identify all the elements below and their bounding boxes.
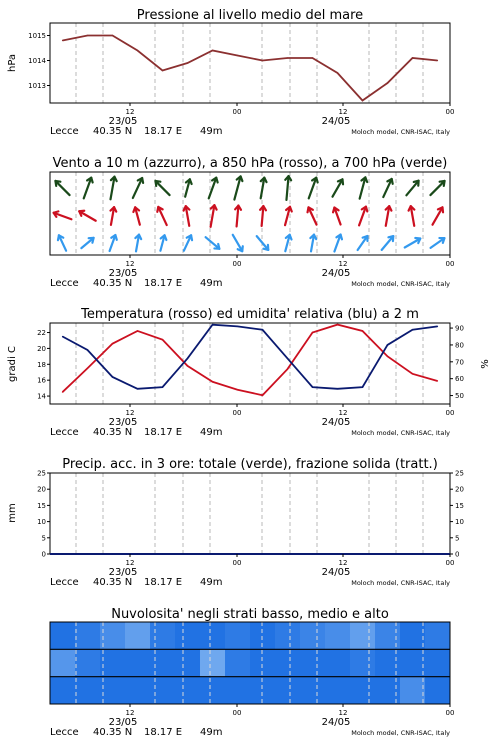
temperature-point <box>387 356 388 357</box>
pressure-line <box>63 36 438 101</box>
date-label: 23/05 <box>108 268 138 279</box>
time-tick-label: 00 <box>445 709 455 717</box>
cloud-cell <box>125 649 151 677</box>
wind-arrow-850hPa <box>184 206 190 226</box>
pressure-point <box>87 35 88 36</box>
wind-shaft <box>406 181 418 196</box>
date-label: 24/05 <box>321 567 351 578</box>
clouds-footer <box>50 704 454 738</box>
cloud-cell <box>175 677 201 705</box>
humidity-point <box>337 388 338 389</box>
time-tick-label: 12 <box>125 108 135 116</box>
cloud-cell <box>50 677 76 705</box>
pressure-point <box>412 57 413 58</box>
wind-arrow-10m <box>110 235 117 251</box>
date-label: 24/05 <box>321 116 351 127</box>
wind-arrow-10m <box>58 235 66 250</box>
humidity-point <box>237 326 238 327</box>
wind-arrow-850hPa <box>333 208 341 225</box>
date-label: 23/05 <box>108 567 138 578</box>
temperature-line <box>63 325 438 396</box>
wind-arrow-850hPa <box>359 207 367 226</box>
wind-arrow-700hPa <box>333 179 344 196</box>
wind-arrow-700hPa <box>55 181 69 195</box>
y-tick-label: 5 <box>41 534 46 543</box>
temperature-point <box>362 330 363 331</box>
location-alt: 49m <box>200 126 223 137</box>
temp-rh-panel <box>7 307 491 438</box>
pressure-point <box>237 55 238 56</box>
precip-title: Precip. acc. in 3 ore: totale (verde), frazione solida (tratt.) <box>62 457 438 472</box>
wind-arrow-850hPa <box>285 207 292 225</box>
time-tick-label: 12 <box>338 260 348 268</box>
temp-rh-footer <box>50 404 454 438</box>
cloud-cell <box>425 622 451 650</box>
wind-arrow-700hPa <box>309 178 318 199</box>
cloud-cell <box>200 677 226 705</box>
cloud-cell <box>50 622 76 650</box>
precip-point <box>137 553 138 554</box>
pressure-ylabel: hPa <box>7 53 18 73</box>
wind-arrow-700hPa <box>430 181 444 195</box>
model-credit: Moloch model, CNR-ISAC, Italy <box>351 729 450 737</box>
cloud-cell <box>150 649 176 677</box>
cloud-cell <box>225 649 251 677</box>
time-tick-label: 12 <box>125 559 135 567</box>
precip-point <box>437 553 438 554</box>
wind-arrow-700hPa <box>133 178 143 198</box>
location-lat: 40.35 N <box>93 278 133 289</box>
wind-arrow-10m <box>233 235 243 251</box>
time-tick-label: 12 <box>338 709 348 717</box>
cloud-cell <box>250 622 276 650</box>
pressure-point <box>337 72 338 73</box>
y-tick-label: 5 <box>455 534 460 543</box>
cloud-cell <box>100 622 126 650</box>
y-tick-label: 25 <box>455 469 464 478</box>
pressure-point <box>162 70 163 71</box>
y-tick-label: 1014 <box>28 57 46 65</box>
pressure-point <box>437 60 438 61</box>
cloud-cell <box>175 622 201 650</box>
cloud-cell <box>150 622 176 650</box>
wind-arrow-10m <box>358 236 368 250</box>
wind-arrow-700hPa <box>360 177 367 198</box>
temperature-point <box>337 324 338 325</box>
precip-point <box>287 553 288 554</box>
location-name: Lecce <box>50 577 79 588</box>
wind-arrow-700hPa <box>84 178 93 199</box>
cloud-cell <box>375 649 401 677</box>
temperature-point <box>212 381 213 382</box>
y-tick-label: 18 <box>37 360 46 369</box>
humidity-point <box>262 329 263 330</box>
precip-point <box>187 553 188 554</box>
date-label: 24/05 <box>321 717 351 728</box>
y-tick-label: 15 <box>455 501 464 510</box>
wind-panel <box>50 156 454 289</box>
wind-arrow-700hPa <box>383 179 392 197</box>
location-lon: 18.17 E <box>144 427 183 438</box>
cloud-cell <box>125 622 151 650</box>
cloud-cell <box>275 677 301 705</box>
model-credit: Moloch model, CNR-ISAC, Italy <box>351 280 450 288</box>
cloud-cell <box>425 649 451 677</box>
cloud-cell <box>350 649 376 677</box>
temp-rh-title: Temperatura (rosso) ed umidita' relativa (blu) a 2 m <box>81 307 419 322</box>
wind-arrow-850hPa <box>235 206 241 227</box>
cloud-cell <box>425 677 451 705</box>
location-name: Lecce <box>50 427 79 438</box>
wind-arrow-10m <box>285 235 291 251</box>
wind-arrow-10m <box>160 235 166 250</box>
wind-arrow-850hPa <box>308 207 317 224</box>
cloud-cell <box>200 649 226 677</box>
time-tick-label: 00 <box>232 409 242 417</box>
precip-point <box>162 553 163 554</box>
pressure-point <box>62 40 63 41</box>
cloud-cell <box>200 622 226 650</box>
precip-point <box>87 553 88 554</box>
wind-arrow-10m <box>334 235 342 252</box>
pressure-point <box>112 35 113 36</box>
location-name: Lecce <box>50 727 79 738</box>
pressure-point <box>387 82 388 83</box>
precip-point <box>262 553 263 554</box>
wind-arrow-10m <box>431 238 445 248</box>
location-lon: 18.17 E <box>144 727 183 738</box>
location-lon: 18.17 E <box>144 126 183 137</box>
model-credit: Moloch model, CNR-ISAC, Italy <box>351 429 450 437</box>
clouds-plot <box>50 622 451 705</box>
location-lat: 40.35 N <box>93 577 133 588</box>
y-tick-label: 50 <box>455 392 464 401</box>
y-tick-label: 0 <box>455 550 460 559</box>
humidity-point <box>362 387 363 388</box>
temperature-point <box>137 330 138 331</box>
time-tick-label: 00 <box>445 409 455 417</box>
precip-point <box>362 553 363 554</box>
location-alt: 49m <box>200 278 223 289</box>
precip-panel <box>7 457 464 588</box>
precip-plot <box>37 470 464 559</box>
cloud-cell <box>325 677 351 705</box>
wind-shaft <box>155 181 169 195</box>
rh-ylabel: % <box>480 359 491 369</box>
y-tick-label: 90 <box>455 324 464 333</box>
humidity-point <box>187 358 188 359</box>
wind-arrow-850hPa <box>260 206 266 226</box>
humidity-point <box>437 326 438 327</box>
cloud-cell <box>250 677 276 705</box>
temperature-point <box>62 391 63 392</box>
temperature-point <box>262 395 263 396</box>
time-tick-label: 12 <box>338 559 348 567</box>
cloud-cell <box>350 622 376 650</box>
wind-arrow-850hPa <box>157 207 166 225</box>
wind-title: Vento a 10 m (azzurro), a 850 hPa (rosso), a 700 hPa (verde) <box>52 156 448 171</box>
cloud-cell <box>175 649 201 677</box>
wind-shaft <box>206 237 220 249</box>
cloud-cell <box>225 677 251 705</box>
humidity-point <box>62 336 63 337</box>
wind-shaft <box>55 181 69 195</box>
wind-arrow-850hPa <box>79 211 95 221</box>
location-alt: 49m <box>200 727 223 738</box>
y-tick-label: 22 <box>37 329 46 338</box>
cloud-cell <box>250 649 276 677</box>
temperature-point <box>437 380 438 381</box>
cloud-cell <box>400 677 426 705</box>
wind-plot <box>50 172 450 255</box>
date-label: 24/05 <box>321 268 351 279</box>
humidity-point <box>312 387 313 388</box>
y-tick-label: 16 <box>37 376 46 385</box>
date-label: 23/05 <box>108 717 138 728</box>
humidity-point <box>137 388 138 389</box>
cloud-cell <box>125 677 151 705</box>
wind-arrow-700hPa <box>155 181 169 195</box>
temperature-point <box>112 343 113 344</box>
cloud-cell <box>350 677 376 705</box>
time-tick-label: 00 <box>232 559 242 567</box>
wind-shaft <box>382 236 394 250</box>
pressure-point <box>362 100 363 101</box>
temperature-point <box>312 332 313 333</box>
y-tick-label: 80 <box>455 341 464 350</box>
wind-footer <box>50 255 454 289</box>
precip-footer <box>50 554 454 588</box>
wind-arrow-850hPa <box>110 207 116 225</box>
pressure-point <box>262 60 263 61</box>
time-tick-label: 00 <box>232 709 242 717</box>
wind-arrow-700hPa <box>111 177 117 200</box>
time-tick-label: 12 <box>338 108 348 116</box>
wind-arrow-10m <box>310 235 316 252</box>
wind-arrow-700hPa <box>261 178 267 199</box>
cloud-cell <box>300 649 326 677</box>
cloud-cell <box>100 677 126 705</box>
precip-point <box>312 553 313 554</box>
model-credit: Moloch model, CNR-ISAC, Italy <box>351 579 450 587</box>
pressure-title: Pressione al livello medio del mare <box>136 8 364 23</box>
plot-frame <box>50 473 450 554</box>
humidity-point <box>412 329 413 330</box>
wind-arrow-850hPa <box>433 207 444 224</box>
wind-arrow-10m <box>81 238 93 248</box>
humidity-point <box>87 349 88 350</box>
pressure-panel <box>7 8 454 137</box>
pressure-point <box>137 50 138 51</box>
precip-point <box>112 553 113 554</box>
cloud-cell <box>75 649 101 677</box>
temp-rh-plot <box>37 323 464 404</box>
y-tick-label: 20 <box>37 485 46 494</box>
precip-point <box>62 553 63 554</box>
cloud-cell <box>325 622 351 650</box>
wind-arrow-850hPa <box>133 207 139 224</box>
time-tick-label: 00 <box>232 260 242 268</box>
time-tick-label: 00 <box>232 108 242 116</box>
y-tick-label: 20 <box>455 485 464 494</box>
location-lon: 18.17 E <box>144 577 183 588</box>
pressure-point <box>312 57 313 58</box>
wind-arrow-10m <box>184 235 192 250</box>
y-tick-label: 14 <box>37 392 46 401</box>
wind-arrow-10m <box>135 235 141 252</box>
cloud-cell <box>400 622 426 650</box>
wind-arrow-10m <box>382 236 394 250</box>
precip-ylabel: mm <box>7 503 18 523</box>
wind-arrow-850hPa <box>211 205 217 227</box>
cloud-cell <box>400 649 426 677</box>
cloud-cell <box>75 622 101 650</box>
wind-arrow-700hPa <box>406 181 418 196</box>
location-name: Lecce <box>50 278 79 289</box>
time-tick-label: 12 <box>125 409 135 417</box>
precip-point <box>387 553 388 554</box>
y-tick-label: 70 <box>455 358 464 367</box>
time-tick-label: 00 <box>445 108 455 116</box>
cloud-cell <box>300 622 326 650</box>
cloud-cell <box>75 677 101 705</box>
clouds-title: Nuvolosita' negli strati basso, medio e alto <box>111 607 389 622</box>
wind-arrow-850hPa <box>54 211 72 219</box>
humidity-line <box>63 325 438 389</box>
humidity-point <box>212 324 213 325</box>
pressure-point <box>187 62 188 63</box>
y-tick-label: 1013 <box>28 82 46 90</box>
date-label: 23/05 <box>108 116 138 127</box>
location-lat: 40.35 N <box>93 126 133 137</box>
precip-point <box>412 553 413 554</box>
humidity-point <box>287 358 288 359</box>
cloud-cell <box>50 649 76 677</box>
time-tick-label: 12 <box>338 409 348 417</box>
date-label: 23/05 <box>108 417 138 428</box>
time-tick-label: 00 <box>445 559 455 567</box>
location-alt: 49m <box>200 577 223 588</box>
temperature-point <box>412 373 413 374</box>
temperature-point <box>187 365 188 366</box>
y-tick-label: 10 <box>37 518 46 527</box>
location-lat: 40.35 N <box>93 727 133 738</box>
pressure-footer <box>50 103 454 137</box>
cloud-cell <box>325 649 351 677</box>
cloud-cell <box>100 649 126 677</box>
cloud-cell <box>275 622 301 650</box>
cloud-cell <box>150 677 176 705</box>
cloud-cell <box>275 649 301 677</box>
temperature-point <box>162 339 163 340</box>
y-tick-label: 25 <box>37 469 46 478</box>
wind-arrow-10m <box>206 237 220 249</box>
cloud-cell <box>375 622 401 650</box>
wind-arrow-700hPa <box>185 179 191 196</box>
y-tick-label: 60 <box>455 375 464 384</box>
precip-point <box>337 553 338 554</box>
temperature-point <box>287 368 288 369</box>
location-lon: 18.17 E <box>144 278 183 289</box>
temperature-point <box>87 368 88 369</box>
cloud-cell <box>300 677 326 705</box>
time-tick-label: 12 <box>125 260 135 268</box>
date-label: 24/05 <box>321 417 351 428</box>
wind-arrow-700hPa <box>234 176 242 199</box>
humidity-point <box>387 344 388 345</box>
y-tick-label: 15 <box>37 501 46 510</box>
time-tick-label: 00 <box>445 260 455 268</box>
humidity-point <box>112 376 113 377</box>
location-alt: 49m <box>200 427 223 438</box>
wind-arrow-850hPa <box>386 206 392 226</box>
pressure-point <box>287 57 288 58</box>
time-tick-label: 12 <box>125 709 135 717</box>
y-tick-label: 20 <box>37 344 46 353</box>
pressure-point <box>212 50 213 51</box>
clouds-panel <box>50 607 454 738</box>
wind-arrow-850hPa <box>409 206 415 226</box>
wind-arrow-10m <box>405 238 421 248</box>
pressure-plot <box>28 23 450 103</box>
model-credit: Moloch model, CNR-ISAC, Italy <box>351 128 450 136</box>
cloud-cell <box>375 677 401 705</box>
location-lat: 40.35 N <box>93 427 133 438</box>
temperature-point <box>237 389 238 390</box>
precip-point <box>212 553 213 554</box>
location-name: Lecce <box>50 126 79 137</box>
cloud-cell <box>225 622 251 650</box>
humidity-point <box>162 387 163 388</box>
wind-shaft <box>430 181 444 195</box>
y-tick-label: 1015 <box>28 32 46 40</box>
y-tick-label: 0 <box>41 550 46 559</box>
temp-ylabel: gradi C <box>7 346 18 382</box>
y-tick-label: 10 <box>455 518 464 527</box>
